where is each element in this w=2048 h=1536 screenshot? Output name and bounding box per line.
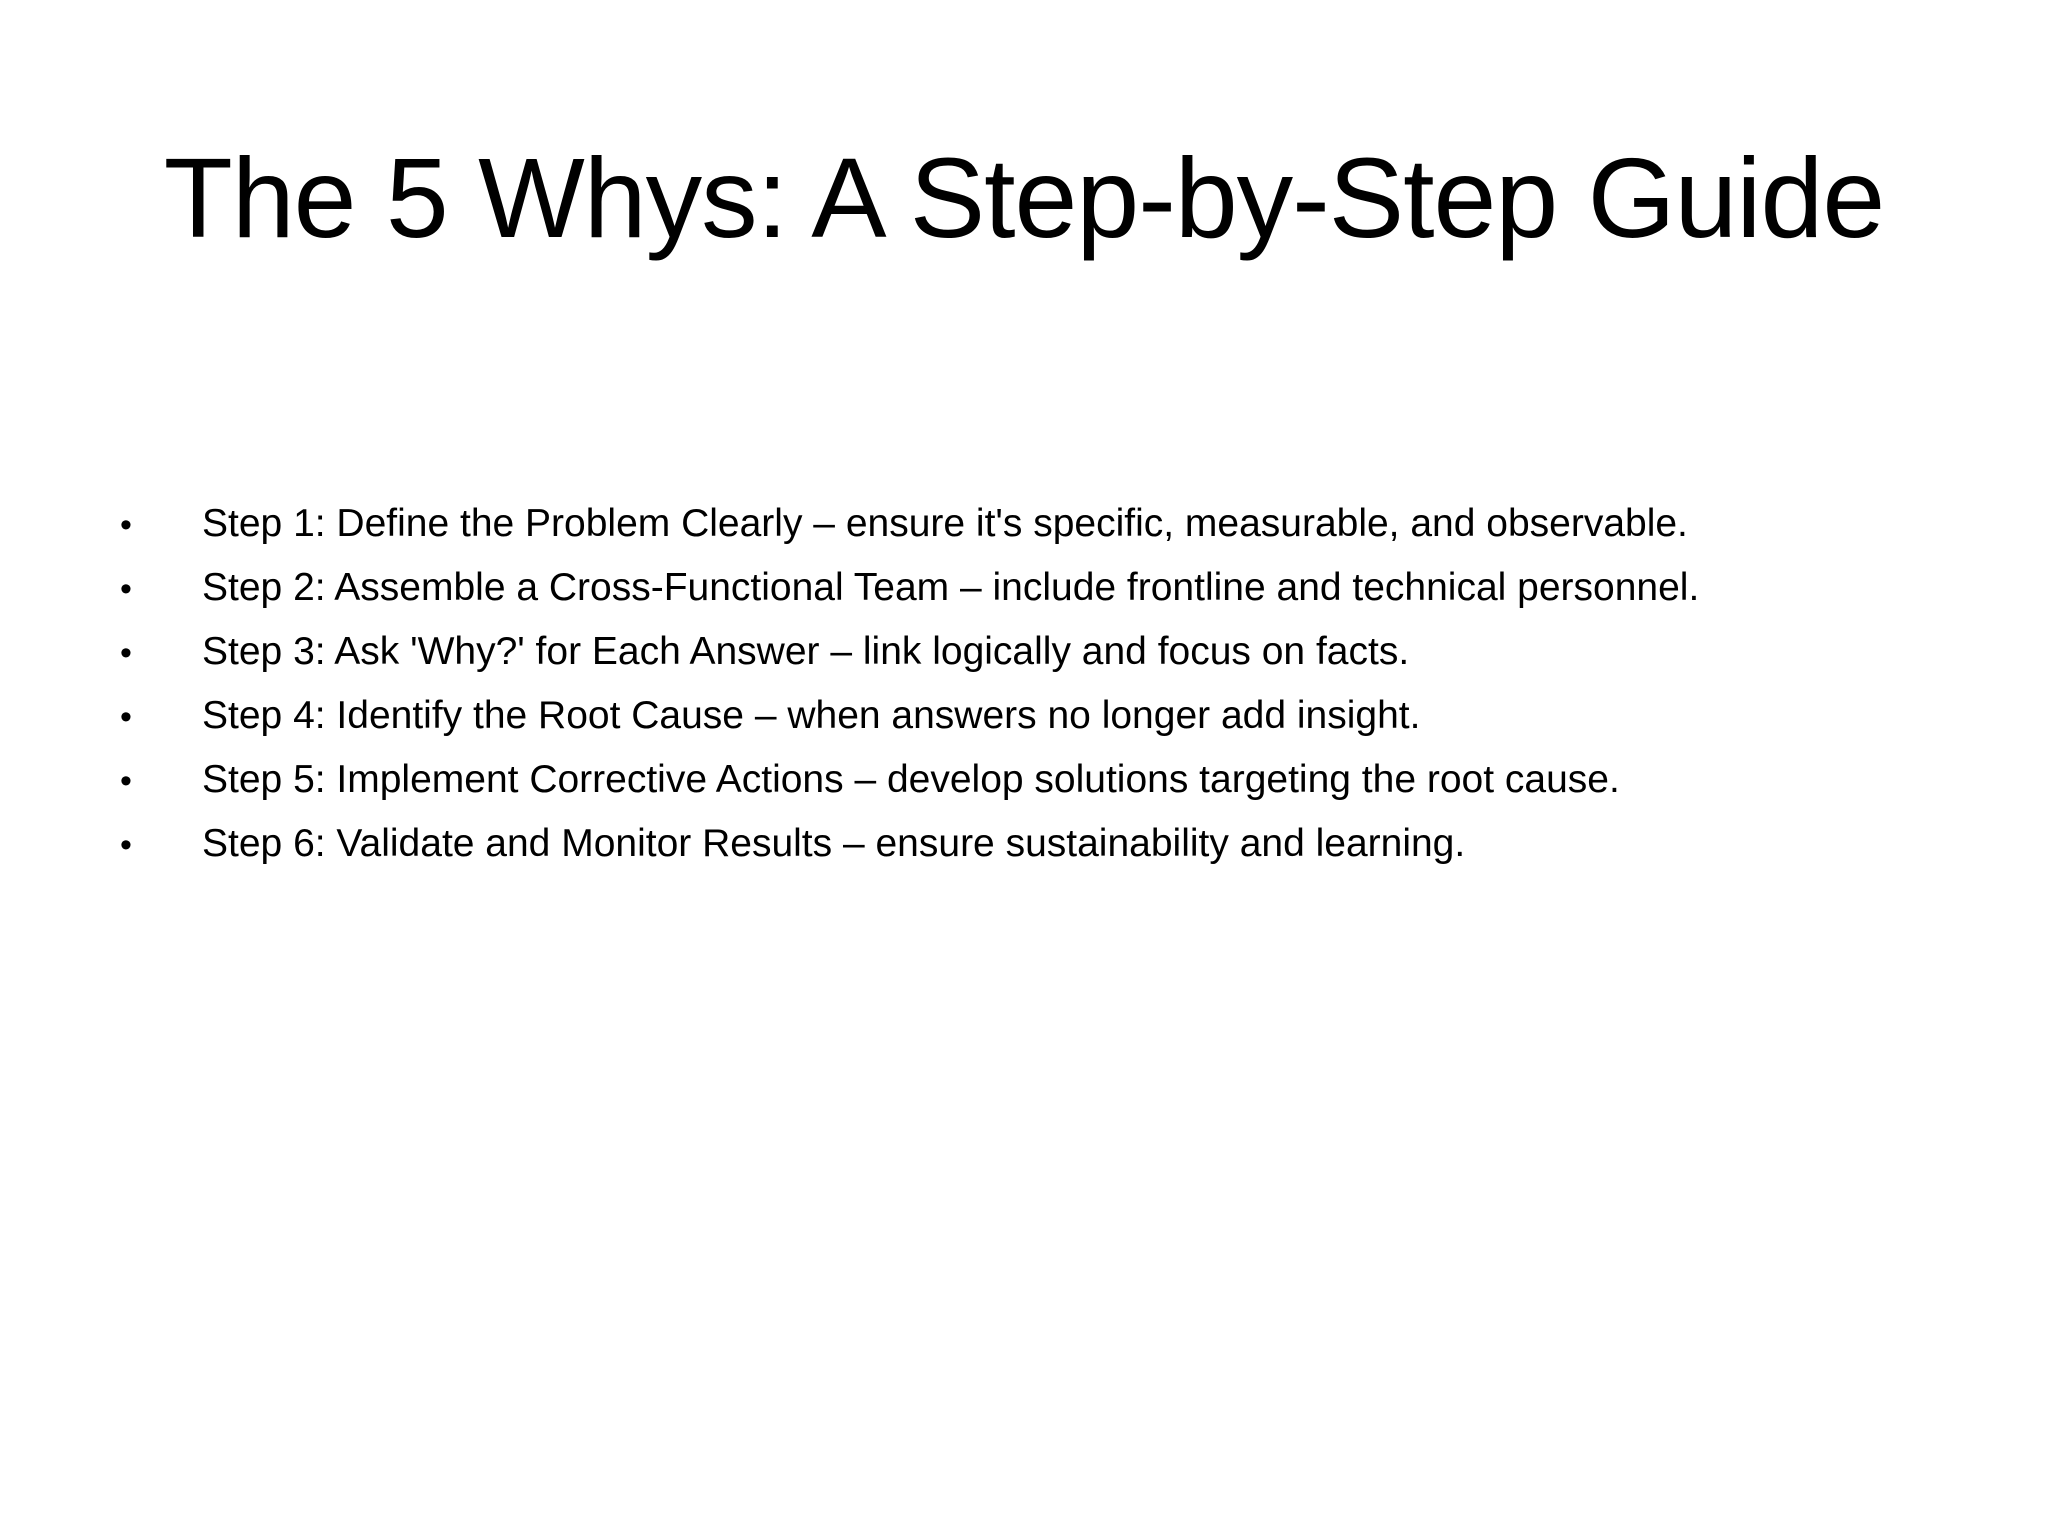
bullet-item [120, 556, 1980, 620]
bullet-list [120, 492, 1980, 876]
bullet-text: Step 1: Define the Problem Clearly – ensure it's specific, measurable, and observable. [202, 502, 1688, 545]
bullet-text: Step 2: Assemble a Cross-Functional Team – include frontline and technical personnel. [202, 566, 1700, 609]
slide-title: The 5 Whys: A Step-by-Step Guide [163, 135, 1885, 261]
bullet-item [120, 748, 1980, 812]
bullet-text: Step 6: Validate and Monitor Results – ensure sustainability and learning. [202, 822, 1466, 865]
bullet-icon: • [120, 506, 132, 544]
bullet-item [120, 620, 1980, 684]
bullet-text: Step 3: Ask 'Why?' for Each Answer – link logically and focus on facts. [202, 630, 1410, 673]
bullet-item [120, 812, 1980, 876]
bullet-icon: • [120, 698, 132, 736]
bullet-icon: • [120, 826, 132, 864]
bullet-text: Step 5: Implement Corrective Actions – develop solutions targeting the root cause. [202, 758, 1620, 801]
bullet-icon: • [120, 570, 132, 608]
bullet-icon: • [120, 634, 132, 672]
bullet-text: Step 4: Identify the Root Cause – when answers no longer add insight. [202, 694, 1421, 737]
bullet-icon: • [120, 762, 132, 800]
bullet-item [120, 684, 1980, 748]
bullet-item [120, 492, 1980, 556]
